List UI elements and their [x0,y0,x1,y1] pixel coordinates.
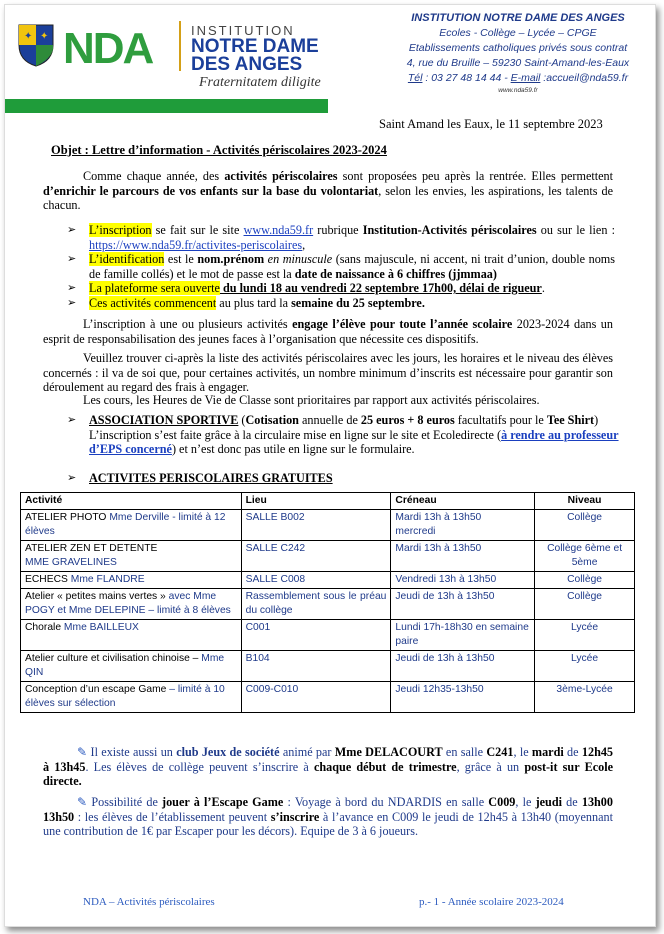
cell-activity: Atelier « petites mains vertes » avec Mme POGY et Mme DELEPINE – limité à 8 élèves [21,589,242,620]
cell-activity: Conception d’un escape Game – limité à 10 élèves sur sélection [21,682,242,713]
cell-lieu: SALLE C008 [241,572,391,589]
institution-levels: Ecoles - Collège – Lycée – CPGE [439,27,597,39]
header-niveau: Niveau [535,493,635,510]
cell-niveau: Lycée [535,651,635,682]
arrow-bullet-icon: ➢ [67,472,77,484]
table-header-row [21,493,635,510]
activities-table [20,492,635,713]
cell-lieu: SALLE C242 [241,541,391,572]
cell-lieu: C001 [241,620,391,651]
institution-contact: Tél : 03 27 48 14 44 - E-mail :accueil@nda59.fr [407,72,629,84]
periscolaire-link[interactable]: https://www.nda59.fr/activites-periscolaires [89,237,303,252]
logo-name-line2: DES ANGES [191,54,303,75]
jeux-societe-note: ✎ Il existe aussi un club Jeux de société animé par Mme DELACOURT en salle C241, le mardi de 12h45 à 13h45. Les élèves de collège peuvent s’inscrire à chaque début de trimestre, grâce à un post-it sur Ecole directe. [43,745,614,788]
cell-lieu: SALLE B002 [241,510,391,541]
cell-creneau: Jeudi de 13h à 13h50 [391,589,535,620]
place-date: Saint Amand les Eaux, le 11 septembre 2023 [379,117,603,131]
institution-title: INSTITUTION NOTRE DAME DES ANGES [411,12,625,24]
institution-website[interactable]: www.nda59.fr [498,87,538,94]
cell-niveau: Lycée [535,620,635,651]
nda-logo-text: NDA [63,24,153,73]
svg-text:✦: ✦ [24,31,33,42]
institution-desc: Etablissements catholiques privés sous contrat [408,42,628,54]
table-row [21,589,635,620]
association-sportive: ➢ ASSOCIATION SPORTIVE (Cotisation annuelle de 25 euros + 8 euros facultatifs pour le Tee Shirt) L’inscription s’est faite grâce à la circulaire mise en ligne sur le site et Ecoledirecte (à rendre au professeur d’EPS concerné) et n’est donc pas utile en ligne sur le formulaire. [67,413,619,456]
cell-niveau: Collège 6ème et 5ème [535,541,635,572]
table-body [21,510,635,713]
bullet-inscription: ➢ L’inscription se fait sur le site www.nda59.fr rubrique Institution-Activités périscolaires ou sur le lien : https://www.nda59.fr/activites-periscolaires, [67,223,615,252]
institution-block [393,11,643,95]
arrow-bullet-icon: ➢ [67,224,77,236]
logo-name-line1: NOTRE DAME [191,36,319,57]
cell-niveau: 3ème-Lycée [535,682,635,713]
cell-niveau: Collège [535,572,635,589]
logo-institution: INSTITUTION [191,23,295,38]
document-page [4,4,656,927]
cell-lieu: Rassemblement sous le préau du collège [241,589,391,620]
engagement-paragraph: L’inscription à une ou plusieurs activités engage l’élève pour toute l’année scolaire 2023-2024 dans un esprit de responsabilisation des jeunes faces à l’organisation que nécessite ces dispositifs. [43,317,613,346]
footer-right: p.- 1 - Année scolaire 2023-2024 [419,896,564,908]
pen-icon: ✎ [77,745,88,759]
bullet-debut: ➢ Ces activités commencent au plus tard la semaine du 25 septembre. [67,295,425,310]
list-paragraph: Veuillez trouver ci-après la liste des activités périscolaires avec les jours, les horaires et le niveau des élèves concernés : il va de soi que, pour certaines activités, un nombre minimum d’inscrits est nécessaire pour garantir son déroulement au regard des frais à engager. [43,351,613,394]
escape-game-note: ✎ Possibilité de jouer à l’Escape Game : Voyage à bord du NDARDIS en salle C009, le jeudi de 13h00 13h50 : les élèves de l’établissement peuvent s’inscrire à l’avance en C009 le jeudi de 12h45 à 13h40 (moyennant une contribution de 1€ par Escaper pour les décors). Equipe de 3 à 6 joueurs. [43,795,613,838]
header-creneau: Créneau [391,493,535,510]
cell-activity: Atelier culture et civilisation chinoise – Mme QIN [21,651,242,682]
eps-link[interactable]: à rendre au professeur d’EPS concerné [89,427,619,456]
header-green-bar [5,99,328,113]
logo-divider [179,21,181,71]
crest-logo [17,23,55,67]
cell-activity: ECHECS Mme FLANDRE [21,572,242,589]
cell-niveau: Collège [535,589,635,620]
site-link[interactable]: www.nda59.fr [243,223,314,237]
priority-paragraph: Les cours, les Heures de Vie de Classe sont prioritaires par rapport aux activités périscolaires. [83,393,540,407]
cell-niveau: Collège [535,510,635,541]
cell-lieu: B104 [241,651,391,682]
motto: Fraternitatem diligite [199,75,321,90]
intro-paragraph: Comme chaque année, des activités périscolaires sont proposées peu après la rentrée. Elles permettent d’enrichir le parcours de vos enfants sur la base du volontariat, selon les envies, les aspirations, les talents de chacun. [43,169,614,212]
letter-object: Objet : Lettre d’information - Activités périscolaires 2023-2024 [51,143,387,157]
footer-left: NDA – Activités périscolaires [83,896,215,908]
arrow-bullet-icon: ➢ [67,296,77,309]
cell-creneau: Jeudi 12h35-13h50 [391,682,535,713]
table-row [21,651,635,682]
institution-address: 4, rue du Bruille – 59230 Saint-Amand-les-Eaux [406,57,630,69]
svg-text:✦: ✦ [40,31,49,42]
bullet-list [67,223,615,310]
cell-lieu: C009-C010 [241,682,391,713]
cell-creneau: Mardi 13h à 13h50 mercredi [391,510,535,541]
table-row [21,572,635,589]
bullet-identification: ➢ L’identification est le nom.prénom en minuscule (sans majuscule, ni accent, ni trait d’union, double noms de famille collés) et le mot de passe est la date de naissance à 6 chiffres (jjmmaa) [67,252,616,281]
header-activite: Activité [21,493,242,510]
bullet-plateforme: ➢ La plateforme sera ouverte du lundi 18 au vendredi 22 septembre 17h00, délai de rigueur. [67,281,545,295]
cell-creneau: Lundi 17h-18h30 en semaine paire [391,620,535,651]
cell-creneau: Mardi 13h à 13h50 [391,541,535,572]
nda-logo [63,25,183,73]
table-row [21,510,635,541]
header-lieu: Lieu [241,493,391,510]
table-row [21,620,635,651]
arrow-bullet-icon: ➢ [67,282,77,294]
cell-activity: ATELIER PHOTO Mme Derville - limité à 12 élèves [21,510,242,541]
free-activities-title: ➢ ACTIVITES PERISCOLAIRES GRATUITES [67,471,333,485]
cell-activity: ATELIER ZEN ET DETENTE MME GRAVELINES [21,541,242,572]
table-row [21,541,635,572]
table-row [21,682,635,713]
cell-creneau: Jeudi de 13h à 13h50 [391,651,535,682]
arrow-bullet-icon: ➢ [67,253,77,265]
cell-activity: Chorale Mme BAILLEUX [21,620,242,651]
cell-creneau: Vendredi 13h à 13h50 [391,572,535,589]
pen-icon: ✎ [77,795,88,809]
arrow-bullet-icon: ➢ [67,414,77,426]
